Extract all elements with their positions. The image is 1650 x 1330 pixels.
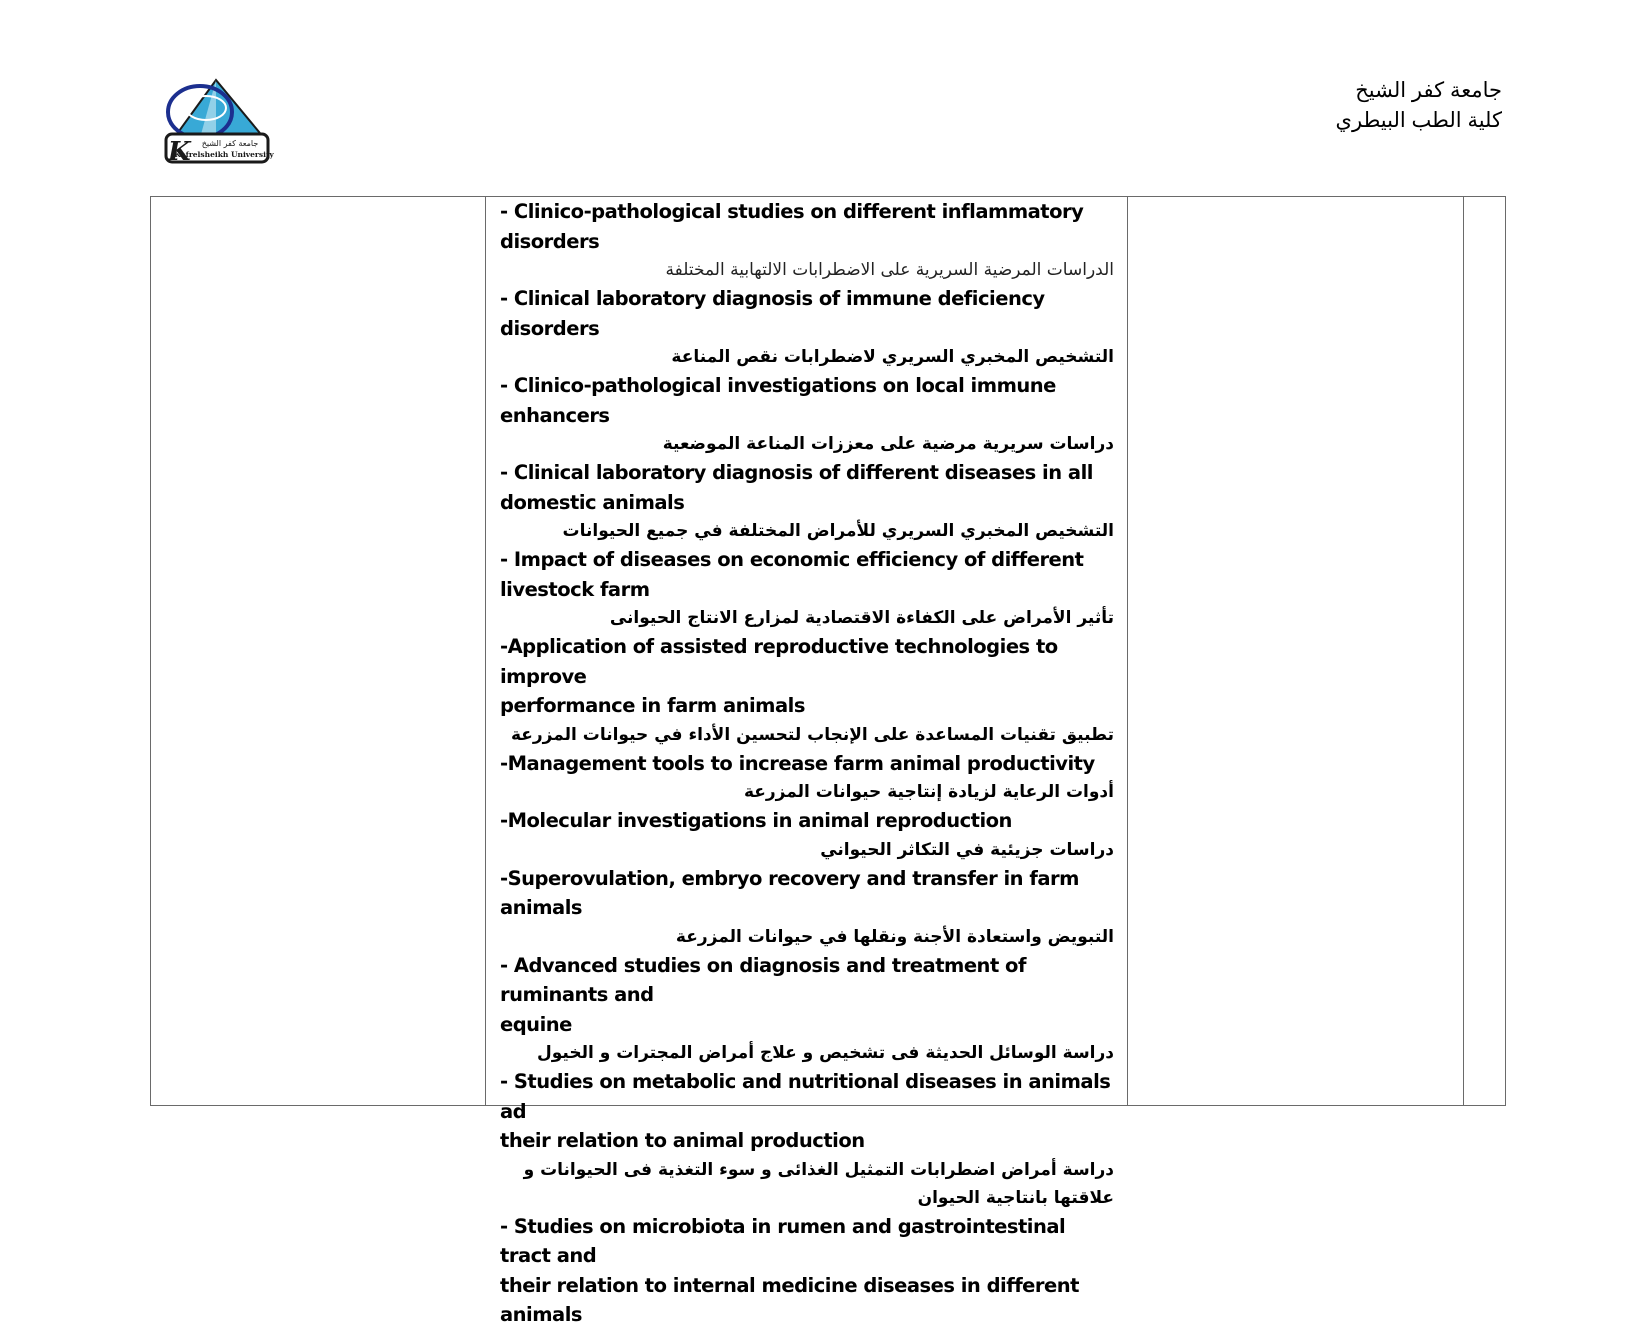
topic-item [500,632,1114,749]
topic-item [500,371,1114,458]
topic-item [500,458,1114,545]
topic-ar: دراسات جزيئية في التكاثر الحيواني [820,839,1114,860]
topic-item [500,545,1114,632]
column-divider [1127,197,1128,1105]
faculty-name: كلية الطب البيطري [1335,109,1502,132]
institution-header [1336,76,1502,136]
topic-ar: تأثير الأمراض على الكفاءة الاقتصادية لمزارع الانتاج الحيوانى [609,608,1114,628]
topic-item [500,197,1114,284]
topic-item [500,951,1114,1068]
topic-en: - Clinical laboratory diagnosis of different diseases in all domestic animals [500,461,1093,514]
topic-en: -Molecular investigations in animal reproduction [500,809,1012,832]
topic-item [500,284,1114,371]
topic-en: -Superovulation, embryo recovery and transfer in farm animals [500,866,1079,919]
topic-en: -Management tools to increase farm animal productivity [500,751,1095,775]
topic-en: - Clinico-pathological studies on different inflammatory disorders [500,200,1084,253]
topic-item [500,1212,1114,1330]
topic-ar: التشخيص المخبري السريري للأمراض المختلفة في جميع الحيوانات [562,521,1114,541]
university-name: جامعة كفر الشيخ [1355,79,1502,102]
topic-en: -Application of assisted reproductive technologies to improve performance in farm animals [500,635,1058,717]
topic-en: - Impact of diseases on economic efficiency of different livestock farm [500,548,1084,601]
topic-ar: التبويض واستعادة الأجنة ونقلها في حيوانات المزرعة [675,926,1114,947]
topic-ar: أدوات الرعاية لزيادة إنتاجية حيوانات المزرعة [743,782,1114,802]
university-logo [160,76,274,164]
topic-item [500,1067,1114,1212]
svg-text:K: K [168,137,191,164]
topic-en: - Clinical laboratory diagnosis of immune deficiency disorders [500,287,1045,340]
research-topics-table [150,196,1506,1326]
column-divider [1463,197,1464,1105]
topic-ar: دراسات سريرية مرضية على معززات المناعة الموضعية [662,434,1114,454]
svg-text:Kafrelsheikh University: Kafrelsheikh University [174,150,274,159]
topic-en: - Clinico-pathological investigations on local immune enhancers [500,374,1056,427]
column-divider [485,197,486,1105]
topic-item [500,806,1114,864]
topic-ar: تطبيق تقنيات المساعدة على الإنجاب لتحسين الأداء في حيوانات المزرعة [510,724,1114,745]
topic-ar: دراسة أمراض اضطرابات التمثيل الغذائى و سوء التغذية فى الحيوانات و علاقتها بانتاجية الحيوان [523,1159,1114,1208]
topic-en: - Advanced studies on diagnosis and treatment of ruminants and equine [500,953,1026,1036]
topic-en: - Studies on microbiota in rumen and gastrointestinal tract and their relation to internal medicine diseases in different animals [500,1214,1079,1326]
topic-ar: التشخيص المخبري السريري لاضطرابات نقص المناعة [671,347,1114,367]
topic-ar: دراسة الوسائل الحديثة فى تشخيص و علاج أمراض المجترات و الخيول [536,1043,1114,1063]
topic-ar: الدراسات المرضية السريرية على الاضطرابات الالتهابية المختلفة [665,260,1114,280]
svg-text:جامعة كفر الشيخ: جامعة كفر الشيخ [201,139,259,148]
topic-item [500,749,1114,807]
topic-en: - Studies on metabolic and nutritional diseases in animals ad their relation to animal production [500,1070,1111,1152]
topic-item [500,864,1114,951]
research-topics-cell [500,197,1114,1330]
